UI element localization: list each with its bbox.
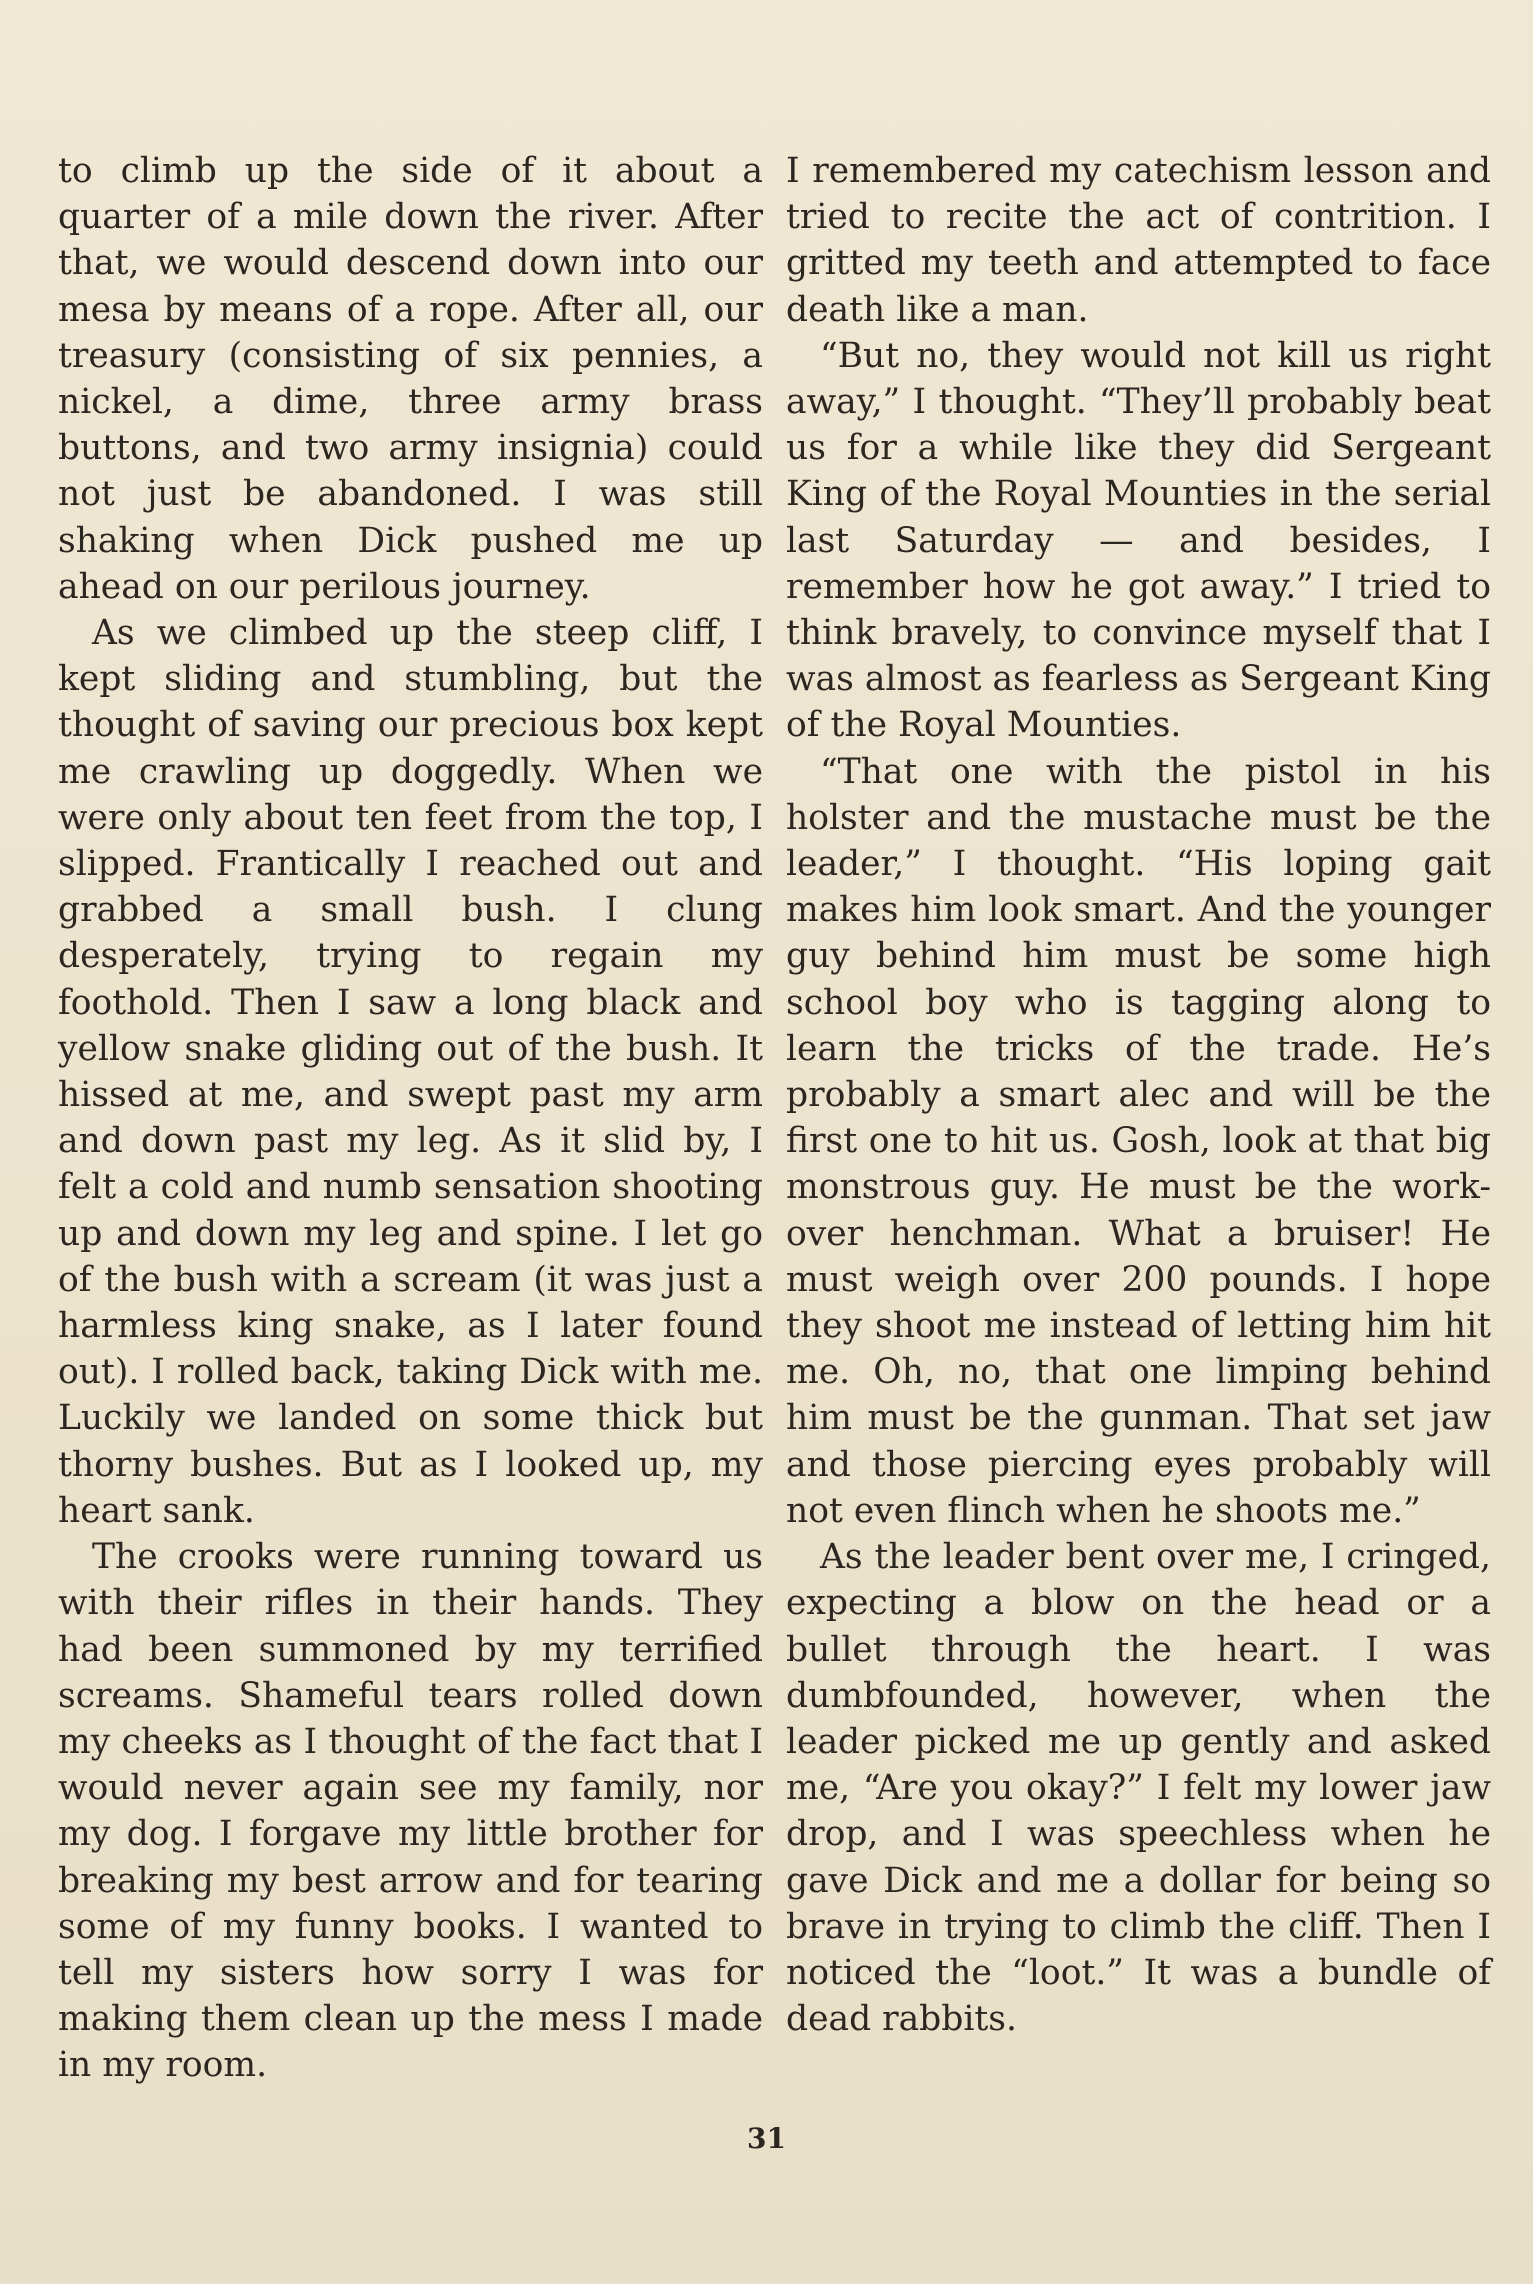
paragraph: As the leader bent over me, I cringed, expecting a blow on the head or a bullet through the heart. I was dumbfounded, however, when the leader picked me up gently and asked me, “Are you okay?” I felt my lower jaw drop, and I was speechless when he gave Dick and me a dollar for being so brave in trying to climb the cliff. Then I noticed the “loot.” It was a bundle of dead rabbits. [786,1537,1491,2040]
paragraph: The crooks were running toward us with their rifles in their hands. They had been summoned by my terrified screams. Shameful tears rolled down my cheeks as I thought of the fact that I would never again see my family, nor my dog. I forgave my little brother for breaking my best arrow and for tearing some of my funny books. I wanted to tell my sisters how sorry I was for making them clean up the mess I made in my room. [58,1537,763,2086]
left-column [58,148,763,2089]
paragraph: As we climbed up the steep cliff, I kept sliding and stumbling, but the thought of saving our precious box kept me crawling up doggedly. When we were only about ten feet from the top, I slipped. Frantically I reached out and grabbed a small bush. I clung desperately, trying to regain my foothold. Then I saw a long black and yellow snake gliding out of the bush. It hissed at me, and swept past my arm and down past my leg. As it slid by, I felt a cold and numb sensation shooting up and down my leg and spine. I let go of the bush with a scream (it was just a harmless king snake, as I later found out). I rolled back, taking Dick with me. Luckily we landed on some thick but thorny bushes. But as I looked up, my heart sank. [58,613,763,1531]
paragraph: “But no, they would not kill us right away,” I thought. “They’ll probably beat us for a while like they did Sergeant King of the Royal Mounties in the serial last Saturday — and besides, I remember how he got away.” I tried to think bravely, to convince myself that I was almost as fearless as Sergeant King of the Royal Mounties. [786,335,1491,746]
paragraph: to climb up the side of it about a quarter of a mile down the river. After that, we would descend down into our mesa by means of a rope. After all, our treasury (consisting of six pennies, a nickel, a dime, three army brass buttons, and two army insignia) could not just be abandoned. I was still shaking when Dick pushed me up ahead on our perilous journey. [58,151,763,607]
paragraph: I remembered my catechism lesson and tried to recite the act of contrition. I gritted my teeth and attempted to face death like a man. [786,151,1491,330]
right-column [786,148,1491,2042]
page-number: 31 [747,2122,786,2155]
paragraph: “That one with the pistol in his holster and the mustache must be the leader,” I thought. “His loping gait makes him look smart. And the younger guy behind him must be some high school boy who is tagging along to learn the tricks of the trade. He’s probably a smart alec and will be the first one to hit us. Gosh, look at that big monstrous guy. He must be the work-over henchman. What a bruiser! He must weigh over 200 pounds. I hope they shoot me instead of letting him hit me. Oh, no, that one limping behind him must be the gunman. That set jaw and those piercing eyes probably will not even flinch when he shoots me.” [786,751,1491,1531]
